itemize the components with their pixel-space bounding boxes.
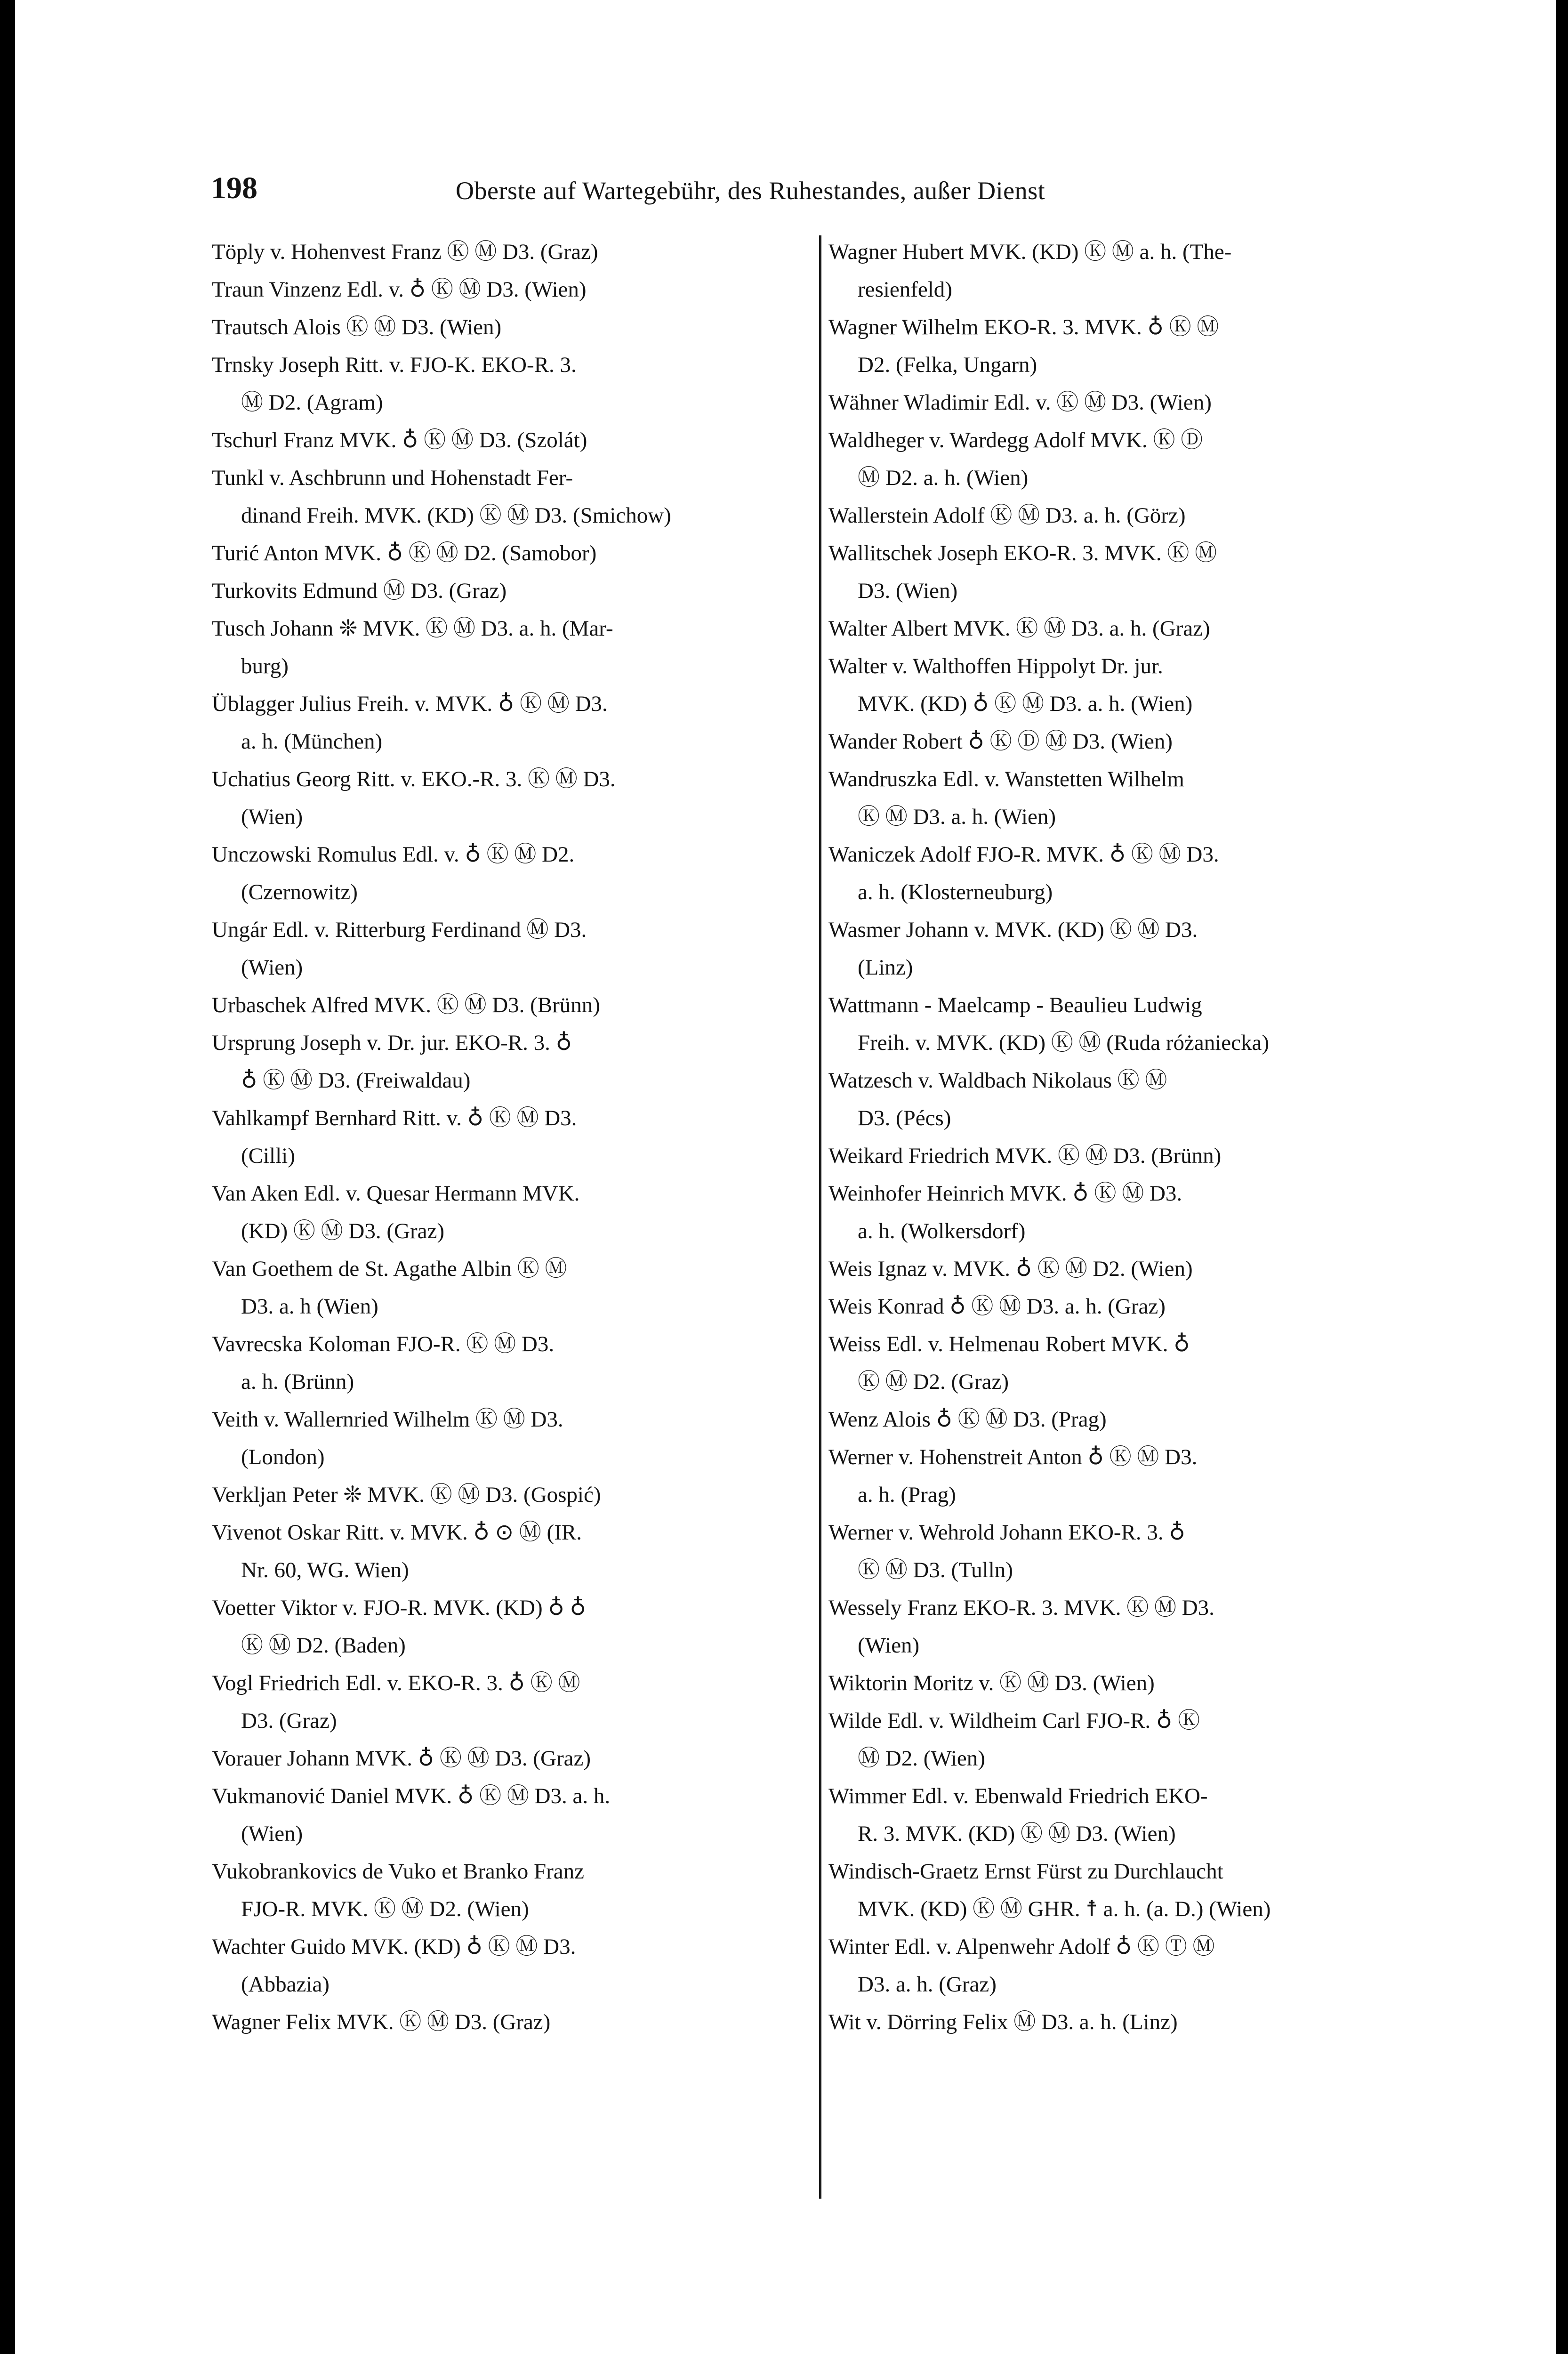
directory-entry [212, 836, 810, 911]
entry-continuation: burg) [241, 654, 289, 678]
directory-entry [828, 1062, 1431, 1137]
entry-continuation: Ⓚ Ⓜ D2. (Graz) [858, 1370, 1009, 1394]
directory-entry [212, 271, 810, 308]
entry-text: Uchatius Georg Ritt. v. EKO.-R. 3. Ⓚ Ⓜ D3. [212, 767, 616, 791]
running-title: Oberste auf Wartegebühr, des Ruhestandes, außer Dienst [456, 177, 1045, 205]
entry-continuation: a. h. (Prag) [858, 1483, 956, 1507]
directory-entry [212, 911, 810, 986]
entry-text: Wit v. Dörring Felix Ⓜ D3. a. h. (Linz) [828, 2010, 1178, 2034]
entry-continuation: a. h. (Wolkersdorf) [858, 1219, 1026, 1243]
directory-entry [828, 308, 1431, 384]
entry-text: Urbaschek Alfred MVK. Ⓚ Ⓜ D3. (Brünn) [212, 993, 600, 1017]
scan-border-right [1556, 0, 1568, 2354]
entry-text: Tunkl v. Aschbrunn und Hohenstadt Fer- [212, 466, 573, 490]
directory-entry [828, 610, 1431, 647]
entry-continuation: D2. (Felka, Ungarn) [858, 353, 1037, 377]
directory-entry [212, 459, 810, 534]
directory-entry [212, 1928, 810, 2003]
entry-text: Wallitschek Joseph EKO-R. 3. MVK. Ⓚ Ⓜ [828, 541, 1217, 565]
entry-continuation: (Cilli) [241, 1144, 295, 1168]
entry-continuation: resienfeld) [858, 277, 952, 302]
entry-continuation: Ⓚ Ⓜ D3. (Tulln) [858, 1558, 1013, 1582]
directory-entry [828, 760, 1431, 836]
column-divider [819, 235, 821, 2199]
entry-continuation: (London) [241, 1445, 325, 1469]
directory-entry [212, 1589, 810, 1664]
directory-entry [828, 1250, 1431, 1288]
page-header [211, 170, 1463, 213]
directory-entry [212, 2003, 810, 2041]
right-column [828, 233, 1431, 2041]
entry-text: Winter Edl. v. Alpenwehr Adolf ♁ Ⓚ Ⓣ Ⓜ [828, 1935, 1215, 1959]
directory-entry [828, 1853, 1431, 1928]
entry-continuation: ♁ Ⓚ Ⓜ D3. (Freiwaldau) [241, 1068, 471, 1093]
entry-text: Wagner Felix MVK. Ⓚ Ⓜ D3. (Graz) [212, 2010, 551, 2034]
directory-entry [212, 308, 810, 346]
entry-text: Unczowski Romulus Edl. v. ♁ Ⓚ Ⓜ D2. [212, 842, 575, 867]
directory-entry [212, 1777, 810, 1853]
page-number: 198 [211, 171, 257, 205]
entry-text: Wilde Edl. v. Wildheim Carl FJO-R. ♁ Ⓚ [828, 1709, 1200, 1733]
directory-entry [212, 233, 810, 271]
directory-entry [828, 1589, 1431, 1664]
entry-text: Werner v. Hohenstreit Anton ♁ Ⓚ Ⓜ D3. [828, 1445, 1198, 1469]
directory-entry [828, 2003, 1431, 2041]
entry-text: Wessely Franz EKO-R. 3. MVK. Ⓚ Ⓜ D3. [828, 1596, 1214, 1620]
entry-text: Traun Vinzenz Edl. v. ♁ Ⓚ Ⓜ D3. (Wien) [212, 277, 587, 302]
entry-text: Ursprung Joseph v. Dr. jur. EKO-R. 3. ♁ [212, 1031, 572, 1055]
entry-text: Van Goethem de St. Agathe Albin Ⓚ Ⓜ [212, 1257, 567, 1281]
directory-entry [212, 572, 810, 610]
entry-text: Vavrecska Koloman FJO-R. Ⓚ Ⓜ D3. [212, 1332, 555, 1356]
entry-text: Vivenot Oskar Ritt. v. MVK. ♁ ⊙ Ⓜ (IR. [212, 1520, 582, 1545]
entry-continuation: a. h. (Brünn) [241, 1370, 354, 1394]
entry-text: Wachter Guido MVK. (KD) ♁ Ⓚ Ⓜ D3. [212, 1935, 576, 1959]
entry-text: Van Aken Edl. v. Quesar Hermann MVK. [212, 1181, 580, 1206]
entry-text: Töply v. Hohenvest Franz Ⓚ Ⓜ D3. (Graz) [212, 240, 598, 264]
directory-entry [828, 1777, 1431, 1853]
directory-entry [212, 685, 810, 760]
directory-entry [828, 1401, 1431, 1438]
directory-entry [828, 1288, 1431, 1325]
entry-text: Vukobrankovics de Vuko et Branko Franz [212, 1859, 585, 1884]
directory-entry [212, 1401, 810, 1476]
entry-continuation: Ⓜ D2. (Agram) [241, 390, 383, 415]
directory-entry [828, 986, 1431, 1062]
directory-entry [212, 1175, 810, 1250]
directory-entry [828, 1325, 1431, 1401]
directory-entry [828, 1664, 1431, 1702]
entry-text: Wander Robert ♁ Ⓚ Ⓓ Ⓜ D3. (Wien) [828, 729, 1173, 754]
entry-continuation: Ⓚ Ⓜ D3. a. h. (Wien) [858, 805, 1056, 829]
entry-text: Wagner Wilhelm EKO-R. 3. MVK. ♁ Ⓚ Ⓜ [828, 315, 1219, 339]
entry-continuation: dinand Freih. MVK. (KD) Ⓚ Ⓜ D3. (Smichow) [241, 503, 671, 528]
entry-continuation: a. h. (München) [241, 729, 383, 754]
entry-text: Trnsky Joseph Ritt. v. FJO-K. EKO-R. 3. [212, 353, 577, 377]
directory-entry [828, 911, 1431, 986]
entry-text: Wandruszka Edl. v. Wanstetten Wilhelm [828, 767, 1184, 791]
entry-continuation: MVK. (KD) ♁ Ⓚ Ⓜ D3. a. h. (Wien) [858, 692, 1193, 716]
directory-entry [212, 1476, 810, 1514]
entry-text: Turkovits Edmund Ⓜ D3. (Graz) [212, 579, 507, 603]
entry-text: Wallerstein Adolf Ⓚ Ⓜ D3. a. h. (Görz) [828, 503, 1186, 528]
directory-entry [212, 760, 810, 836]
entry-text: Walter v. Walthoffen Hippolyt Dr. jur. [828, 654, 1163, 678]
entry-text: Weiss Edl. v. Helmenau Robert MVK. ♁ [828, 1332, 1190, 1356]
entry-text: Weinhofer Heinrich MVK. ♁ Ⓚ Ⓜ D3. [828, 1181, 1182, 1206]
directory-entry [828, 647, 1431, 723]
entry-text: Walter Albert MVK. Ⓚ Ⓜ D3. a. h. (Graz) [828, 616, 1210, 641]
entry-text: Ungár Edl. v. Ritterburg Ferdinand Ⓜ D3. [212, 918, 587, 942]
entry-continuation: a. h. (Klosterneuburg) [858, 880, 1053, 904]
entry-text: Üblagger Julius Freih. v. MVK. ♁ Ⓚ Ⓜ D3. [212, 692, 608, 716]
entry-text: Wattmann - Maelcamp - Beaulieu Ludwig [828, 993, 1202, 1017]
entry-continuation: Ⓜ D2. (Wien) [858, 1746, 985, 1771]
entry-continuation: Nr. 60, WG. Wien) [241, 1558, 409, 1582]
entry-continuation: FJO-R. MVK. Ⓚ Ⓜ D2. (Wien) [241, 1897, 529, 1921]
entry-text: Wimmer Edl. v. Ebenwald Friedrich EKO- [828, 1784, 1208, 1808]
entry-continuation: (Wien) [241, 955, 303, 980]
entry-text: Vahlkampf Bernhard Ritt. v. ♁ Ⓚ Ⓜ D3. [212, 1106, 577, 1130]
entry-text: Wiktorin Moritz v. Ⓚ Ⓜ D3. (Wien) [828, 1671, 1155, 1695]
entry-text: Veith v. Wallernried Wilhelm Ⓚ Ⓜ D3. [212, 1407, 563, 1432]
directory-entry [212, 610, 810, 685]
entry-continuation: (Wien) [241, 1822, 303, 1846]
entry-text: Vukmanović Daniel MVK. ♁ Ⓚ Ⓜ D3. a. h. [212, 1784, 611, 1808]
entry-continuation: D3. (Pécs) [858, 1106, 951, 1130]
directory-entry [212, 1514, 810, 1589]
directory-entry [212, 1024, 810, 1099]
directory-entry [828, 534, 1431, 610]
entry-text: Wenz Alois ♁ Ⓚ Ⓜ D3. (Prag) [828, 1407, 1107, 1432]
directory-entry [828, 384, 1431, 421]
left-column [212, 233, 810, 2041]
entry-text: Vorauer Johann MVK. ♁ Ⓚ Ⓜ D3. (Graz) [212, 1746, 591, 1771]
entry-text: Trautsch Alois Ⓚ Ⓜ D3. (Wien) [212, 315, 502, 339]
entry-text: Turić Anton MVK. ♁ Ⓚ Ⓜ D2. (Samobor) [212, 541, 597, 565]
entry-text: Waniczek Adolf FJO-R. MVK. ♁ Ⓚ Ⓜ D3. [828, 842, 1219, 867]
entry-continuation: (Czernowitz) [241, 880, 358, 904]
entry-continuation: (Wien) [241, 805, 303, 829]
directory-entry [828, 1137, 1431, 1175]
directory-entry [828, 1175, 1431, 1250]
directory-entry [828, 1928, 1431, 2003]
entry-continuation: D3. a. h. (Graz) [858, 1972, 997, 1997]
entry-text: Vogl Friedrich Edl. v. EKO-R. 3. ♁ Ⓚ Ⓜ [212, 1671, 580, 1695]
entry-continuation: D3. (Wien) [858, 579, 958, 603]
directory-entry [828, 723, 1431, 760]
directory-entry [212, 1325, 810, 1401]
directory-entry [828, 836, 1431, 911]
entry-continuation: (Linz) [858, 955, 913, 980]
entry-text: Voetter Viktor v. FJO-R. MVK. (KD) ♁ ♁ [212, 1596, 586, 1620]
directory-entry [212, 421, 810, 459]
directory-entry [828, 497, 1431, 534]
entry-continuation: D3. a. h (Wien) [241, 1294, 378, 1319]
entry-continuation: (Wien) [858, 1633, 920, 1658]
directory-entry [828, 1702, 1431, 1777]
entry-text: Waldheger v. Wardegg Adolf MVK. Ⓚ Ⓓ [828, 428, 1203, 452]
entry-continuation: Ⓜ D2. a. h. (Wien) [858, 466, 1029, 490]
entry-text: Tschurl Franz MVK. ♁ Ⓚ Ⓜ D3. (Szolát) [212, 428, 587, 452]
directory-entry [212, 1664, 810, 1740]
directory-entry [212, 534, 810, 572]
entry-text: Wagner Hubert MVK. (KD) Ⓚ Ⓜ a. h. (The- [828, 240, 1232, 264]
entry-text: Weis Konrad ♁ Ⓚ Ⓜ D3. a. h. (Graz) [828, 1294, 1166, 1319]
entry-continuation: Ⓚ Ⓜ D2. (Baden) [241, 1633, 406, 1658]
entry-continuation: D3. (Graz) [241, 1709, 337, 1733]
entry-text: Watzesch v. Waldbach Nikolaus Ⓚ Ⓜ [828, 1068, 1167, 1093]
directory-entry [828, 233, 1431, 308]
entry-text: Windisch-Graetz Ernst Fürst zu Durchlaucht [828, 1859, 1223, 1884]
directory-entry [828, 1514, 1431, 1589]
entry-continuation: MVK. (KD) Ⓚ Ⓜ GHR. ☨ a. h. (a. D.) (Wien) [858, 1897, 1271, 1921]
directory-entry [828, 1438, 1431, 1514]
entry-text: Tusch Johann ❊ MVK. Ⓚ Ⓜ D3. a. h. (Mar- [212, 616, 613, 641]
directory-entry [212, 1250, 810, 1325]
entry-text: Wasmer Johann v. MVK. (KD) Ⓚ Ⓜ D3. [828, 918, 1198, 942]
entry-text: Weikard Friedrich MVK. Ⓚ Ⓜ D3. (Brünn) [828, 1144, 1222, 1168]
entry-continuation: Freih. v. MVK. (KD) Ⓚ Ⓜ (Ruda różaniecka) [858, 1031, 1270, 1055]
directory-entry [212, 986, 810, 1024]
entry-continuation: (KD) Ⓚ Ⓜ D3. (Graz) [241, 1219, 444, 1243]
scan-border-left [0, 0, 15, 2354]
entry-text: Verkljan Peter ❊ MVK. Ⓚ Ⓜ D3. (Gospić) [212, 1483, 601, 1507]
directory-entry [828, 421, 1431, 497]
entry-text: Werner v. Wehrold Johann EKO-R. 3. ♁ [828, 1520, 1185, 1545]
entry-text: Weis Ignaz v. MVK. ♁ Ⓚ Ⓜ D2. (Wien) [828, 1257, 1193, 1281]
entry-text: Wähner Wladimir Edl. v. Ⓚ Ⓜ D3. (Wien) [828, 390, 1212, 415]
entry-continuation: R. 3. MVK. (KD) Ⓚ Ⓜ D3. (Wien) [858, 1822, 1176, 1846]
directory-entry [212, 1853, 810, 1928]
directory-entry [212, 1740, 810, 1777]
entry-continuation: (Abbazia) [241, 1972, 330, 1997]
directory-entry [212, 346, 810, 421]
directory-entry [212, 1099, 810, 1175]
